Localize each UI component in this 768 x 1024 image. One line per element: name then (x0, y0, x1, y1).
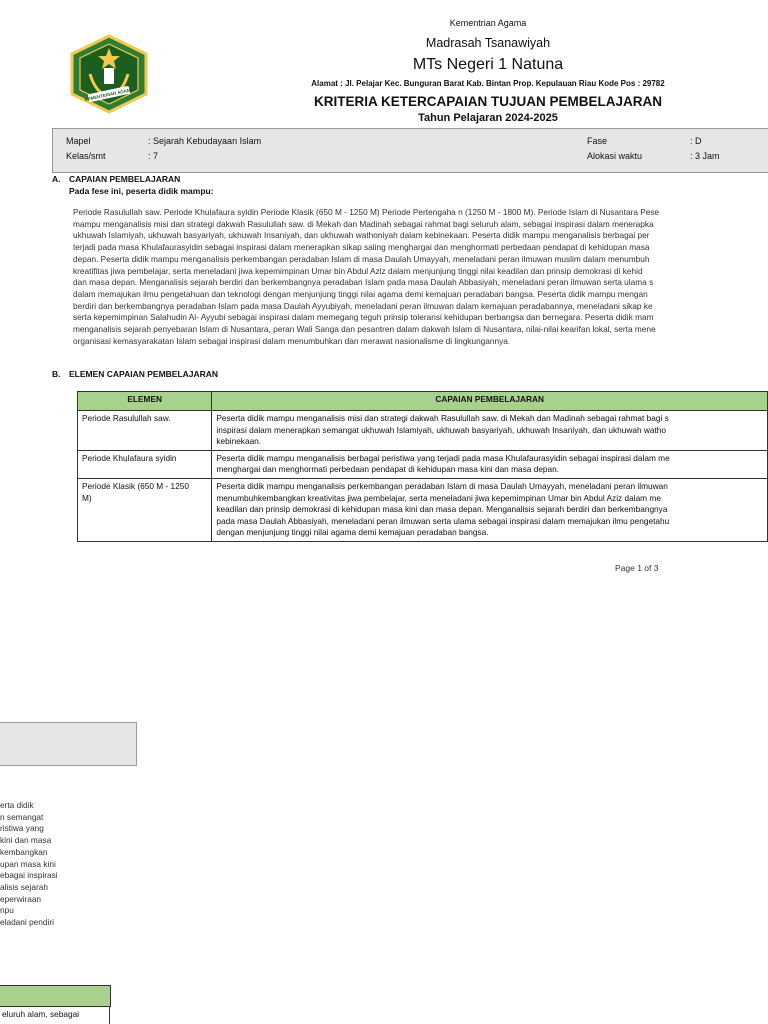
fragment-line: kembangkan (0, 846, 48, 857)
cell-line: Periode Klasik (650 M - 1250 (82, 480, 189, 491)
paragraph-line: serta kepemimpinan Salahudin Al- Ayyubi sebagai inspirasi dalam memegang teguh prinsip toleransi kehidupan berbangsa dan bernegara. Peserta didik mam (73, 312, 654, 323)
elemen-cell (78, 450, 212, 478)
cell-line: pada masa Daulah Abbasiyah, meneladani peran ilmuwan serta ulama sebagai inspirasi dalam memajukan ilmu pengetahu (216, 515, 670, 526)
ministry-label: Kementrian Agama (449, 18, 527, 28)
paragraph-line: berdiri dan berkembangnya peradaban Islam pada masa Daulah Ayyubiyah, meneladani peran ilmuwan dalam kemajuan peradabannya, meneladani sikap ke (73, 300, 653, 311)
kemenag-logo-icon (66, 34, 152, 114)
section-a-subtitle: Pada fese ini, peserta didik mampu: (69, 186, 214, 196)
kelas-value: : 7 (148, 151, 159, 161)
elemen-cell (78, 478, 212, 541)
paragraph-line: organisasi kemasyarakatan Islam sebagai inspirasi dalam menumbuhkan dan merawat nasionalisme di lingkungannya. (73, 335, 511, 346)
paragraph-line: kreatifitas jiwa pembelajar, serta meneladani jiwa kepemimpinan Umar bin Abdul Aziz dalam menjunjung tinggi nilai keadilan dan prinsip demokrasi di kehid (73, 265, 643, 276)
mapel-value: : Sejarah Kebudayaan Islam (148, 136, 262, 146)
table-header-fragment (0, 985, 111, 1007)
document-title: KRITERIA KETERCAPAIAN TUJUAN PEMBELAJARAN (313, 94, 662, 109)
info-box-fragment (0, 722, 137, 766)
school-name: MTs Negeri 1 Natuna (412, 56, 564, 73)
subject-info-box (52, 128, 768, 173)
section-b-marker: B. (52, 369, 61, 379)
paragraph-line: dan masa depan. Menganalisis sejarah berdiri dan berkembangnya peradaban Islam pada masa Daulah Abbasiyah, meneladani peran ilmuwan serta ulama s (73, 277, 654, 288)
cell-line: dengan menjunjung tinggi nilai agama demi kemajuan peradaban bangsa. (216, 527, 489, 538)
paragraph-line: mampu menganalisis misi dan strategi dakwah Rasulullah saw. di Mekah dan Madinah sebagai rahmat bagi seluruh alam, sebagai inspirasi dalam menerapka (73, 218, 654, 229)
alokasi-value: : 3 Jam (690, 151, 720, 161)
page-number: Page 1 of 3 (615, 563, 659, 573)
elemen-table (77, 391, 768, 542)
school-type: Madrasah Tsanawiyah (425, 36, 551, 50)
cell-line: menumbuhkembangkan kreativitas jiwa pembelajar, serta meneladani jiwa kepemimpinan Umar bin Abdul Aziz dalam me (216, 492, 661, 503)
capaian-cell (212, 478, 768, 541)
mapel-label: Mapel (66, 136, 91, 146)
paragraph-line: Periode Rasulullah saw. Periode Khulafaura syidin Periode Klasik (650 M - 1250 M) Periode Pertengaha n (1250 M - 1800 M). Periode Islam di Nusantara Pese (73, 207, 660, 217)
fragment-line: eperwiraan (0, 893, 42, 904)
cell-line: Periode Khulafaura syidin (82, 452, 177, 463)
page-2-fragment (0, 590, 768, 1024)
paragraph-line: depan. Peserta didik mampu menganalisis perkembangan peradaban Islam di masa Daulah Umayyah, meneladani peran ilmuwan muslim dalam menumbuh (73, 253, 650, 264)
paragraph-fragment (0, 800, 110, 929)
fase-value: : D (690, 136, 702, 146)
cell-line: menghargai dan menghormati perbedaan pendapat di kehidupan masa kini dan masa depan. (216, 464, 560, 475)
paragraph-line: ukhuwah Islamiyah, ukhuwah basyariyah, ukhuwah Insaniyah, dan ukhuwah wathoniyah dalam kebinekaan. Peserta didik mampu menganalisis berbagai per (73, 230, 650, 241)
cell-line: Periode Rasulullah saw. (82, 413, 171, 423)
paragraph-line: menganalisis sejarah penyebaran Islam di Nusantara, peran Wali Sanga dan pesantren dalam dakwah Islam di Nusantara, nilai-nilai kearifan lokal, serta mene (73, 324, 656, 335)
fragment-line: eladani pendiri (0, 917, 54, 928)
cell-line: inspirasi dalam menerapkan semangat ukhuwah Islamiyah, ukhuwah basyariyah, ukhuwah Insaniyah, dan ukhuwah watho (216, 424, 667, 435)
school-address: Alamat : Jl. Pelajar Kec. Bunguran Barat Kab. Bintan Prop. Kepulauan Riau Kode Pos : 29782 (311, 79, 665, 88)
table-header-row (78, 392, 768, 411)
fragment-line: npu (0, 905, 14, 916)
col-header-elemen: ELEMEN (78, 392, 212, 411)
capaian-cell (212, 411, 768, 451)
section-b-title: ELEMEN CAPAIAN PEMBELAJARAN (69, 369, 219, 379)
section-a-marker: A. (52, 174, 61, 184)
paragraph-line: terjadi pada masa Khulafaurasyidin sebagai inspirasi dalam menerapkan sikap saling menghargai dan menghormati perbedaan pendapat di kehidupan masa (73, 242, 650, 253)
cell-line: keadilan dan prinsip demokrasi di kehidupan masa kini dan masa depan. Menganalisis sejarah berdiri dan berkembangnya (216, 504, 668, 515)
alokasi-label: Alokasi waktu (587, 151, 643, 161)
fragment-line: upan masa kini (0, 858, 56, 869)
fragment-line: ebagai inspirasi (0, 870, 58, 881)
paragraph-line: dalam memajukan ilmu pengetahuan dan teknologi dengan menjunjung tinggi nilai agama demi kemajuan peradaban bangsa. Peserta didik mampu mengan (73, 288, 648, 299)
section-a-title: CAPAIAN PEMBELAJARAN (69, 174, 181, 184)
cell-line: kebinekaan. (216, 436, 262, 447)
fragment-line: ristiwa yang (0, 823, 44, 834)
cell-line: Peserta didik mampu menganalisis misi dan strategi dakwah Rasulullah saw. di Mekah dan Madinah sebagai rahmat bagi s (216, 413, 669, 423)
logo-caption: KEMENTERIAN AGAMA (84, 86, 135, 103)
fase-label: Fase (587, 136, 608, 146)
kelas-label: Kelas/smt (66, 151, 106, 161)
cell-line: M) (82, 492, 92, 503)
fragment-line: kini dan masa (0, 835, 52, 846)
fragment-line: erta didik (0, 800, 34, 810)
fragment-line: n semangat (0, 811, 44, 822)
capaian-cell (212, 450, 768, 478)
elemen-cell (78, 411, 212, 451)
cell-line: Peserta didik mampu menganalisis perkembangan peradaban Islam di masa Daulah Umayyah, meneladani peran ilmuwan (216, 480, 668, 491)
table-cell-fragment: eluruh alam, sebagai (0, 1006, 110, 1024)
cell-line: Peserta didik mampu menganalisis berbagai peristiwa yang terjadi pada masa Khulafaurasyidin sebagai inspirasi dalam me (216, 452, 670, 463)
capaian-paragraph (73, 207, 768, 347)
fragment-line: alisis sejarah (0, 881, 48, 892)
academic-year: Tahun Pelajaran 2024-2025 (418, 112, 558, 124)
table-row (78, 411, 768, 451)
table-row (78, 450, 768, 478)
col-header-capaian: CAPAIAN PEMBELAJARAN (212, 392, 768, 411)
table-row (78, 478, 768, 541)
